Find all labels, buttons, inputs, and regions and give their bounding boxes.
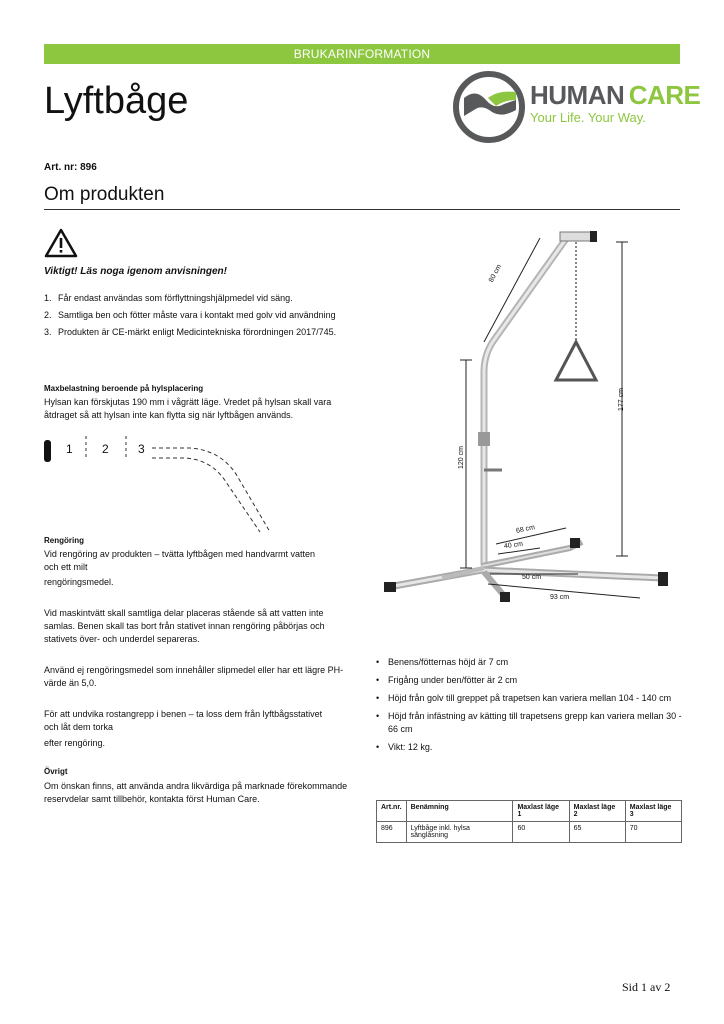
table-header: Benämning [406,801,513,822]
divider [44,209,680,210]
table-header: Maxlast läge 2 [569,801,625,822]
dim-label-93: 93 cm [550,594,570,601]
list-number: 2. [44,310,52,320]
spec-text: Benens/fötternas höjd är 7 cm [388,657,509,667]
lift-frame-illustration [370,222,690,622]
dim-label-177: 177 cm [617,388,625,411]
position-label-2: 2 [102,442,109,456]
spec-text: Vikt: 12 kg. [388,742,433,752]
list-item: • Höjd från golv till greppet på trapetsen kan variera mellan 104 - 140 cm [376,693,672,703]
warning-triangle-icon [44,228,78,263]
table-cell: 65 [569,822,625,843]
position-label-1: 1 [66,442,73,456]
cleaning-heading: Rengöring [44,536,84,545]
cleaning-text-3: Använd ej rengöringsmedel som innehåller slipmedel eller har ett lägre PH-värde än 5,0. [44,665,344,688]
table-header-row [377,801,682,822]
header-banner: BRUKARINFORMATION [44,44,680,64]
company-logo [452,70,701,144]
list-item: • Benens/fötternas höjd är 7 cm [376,657,509,667]
list-item: • Vikt: 12 kg. [376,742,433,752]
article-number: Art. nr: 896 [44,162,97,173]
spec-list [376,656,686,759]
position-label-3: 3 [138,442,145,456]
dim-label-68: 68 cm [515,524,536,535]
table-header: Maxlast läge 3 [625,801,681,822]
table-header: Art.nr. [377,801,407,822]
table-cell: 70 [625,822,681,843]
section-title: Om produkten [44,184,165,205]
list-item [44,326,344,339]
logo-brand-human: HUMAN [530,80,625,110]
list-item [44,292,344,305]
table-cell: 896 [377,822,407,843]
logo-tagline: Your Life. Your Way. [530,110,646,125]
max-load-heading: Maxbelastning beroende på hylsplacering [44,384,204,393]
sleeve-position-diagram [40,436,280,536]
cleaning-text-1a: Vid rengöring av produkten – tvätta lyftbågen med handvarmt vatten och ett milt [44,549,316,572]
cleaning-text-1b: rengöringsmedel. [44,577,114,587]
page-title: Lyftbåge [44,80,189,122]
cleaning-text-4b: efter rengöring. [44,738,106,748]
list-number: 3. [44,327,52,337]
logo-mark-icon [452,70,526,144]
max-load-text: Hylsan kan förskjutas 190 mm i vågrätt läge. Vredet på hylsan skall vara åtdraget så att hylsan inte kan flytta sig när lyftbågen används. [44,397,332,420]
max-load-table [376,800,682,843]
list-item: • Höjd från infästning av kätting till trapetsens grepp kan variera mellan 30 - 66 cm [376,710,686,736]
page-number: Sid 1 av 2 [622,980,671,994]
other-text: Om önskan finns, att använda andra likvärdiga på marknade förekommande reservdelar samt tillbehör, kontakta först Human Care. [44,781,348,804]
list-text: Produkten är CE-märkt enligt Medicintekniska förordningen 2017/745. [58,327,337,337]
cleaning-text-2: Vid maskintvätt skall samtliga delar placeras stående så att vatten inte samlas. Benen skall tas bort från stativet innan rengöring påbörjas och stativets över- och underdel separeras. [44,608,325,644]
dim-label-40: 40 cm [503,540,524,551]
instruction-list [44,292,344,343]
spec-text: Höjd från golv till greppet på trapetsen kan variera mellan 104 - 140 cm [388,693,672,703]
logo-brand-care: CARE [628,80,701,110]
list-number: 1. [44,293,52,303]
list-text: Får endast användas som förflyttningshjälpmedel vid säng. [58,293,293,303]
table-row [377,822,682,843]
dim-label-50: 50 cm [522,574,542,581]
spec-text: Frigång under ben/fötter är 2 cm [388,675,518,685]
table-cell: 60 [513,822,569,843]
list-item: • Frigång under ben/fötter är 2 cm [376,675,518,685]
list-item [44,309,344,322]
spec-text: Höjd från infästning av kätting till trapetsens grepp kan variera mellan 30 - 66 cm [388,711,682,734]
table-cell: Lyftbåge inkl. hylsa sänglåsning [406,822,513,843]
table-header: Maxlast läge 1 [513,801,569,822]
dim-label-120: 120 cm [457,446,465,469]
cleaning-text-4a: För att undvika rostangrepp i benen – ta loss dem från lyftbågsstativet och låt dem torka [44,709,323,732]
dim-label-80: 80 cm [487,263,504,284]
other-heading: Övrigt [44,767,68,776]
list-text: Samtliga ben och fötter måste vara i kontakt med golv vid användning [58,310,336,320]
warning-heading: Viktigt! Läs noga igenom anvisningen! [44,266,227,277]
